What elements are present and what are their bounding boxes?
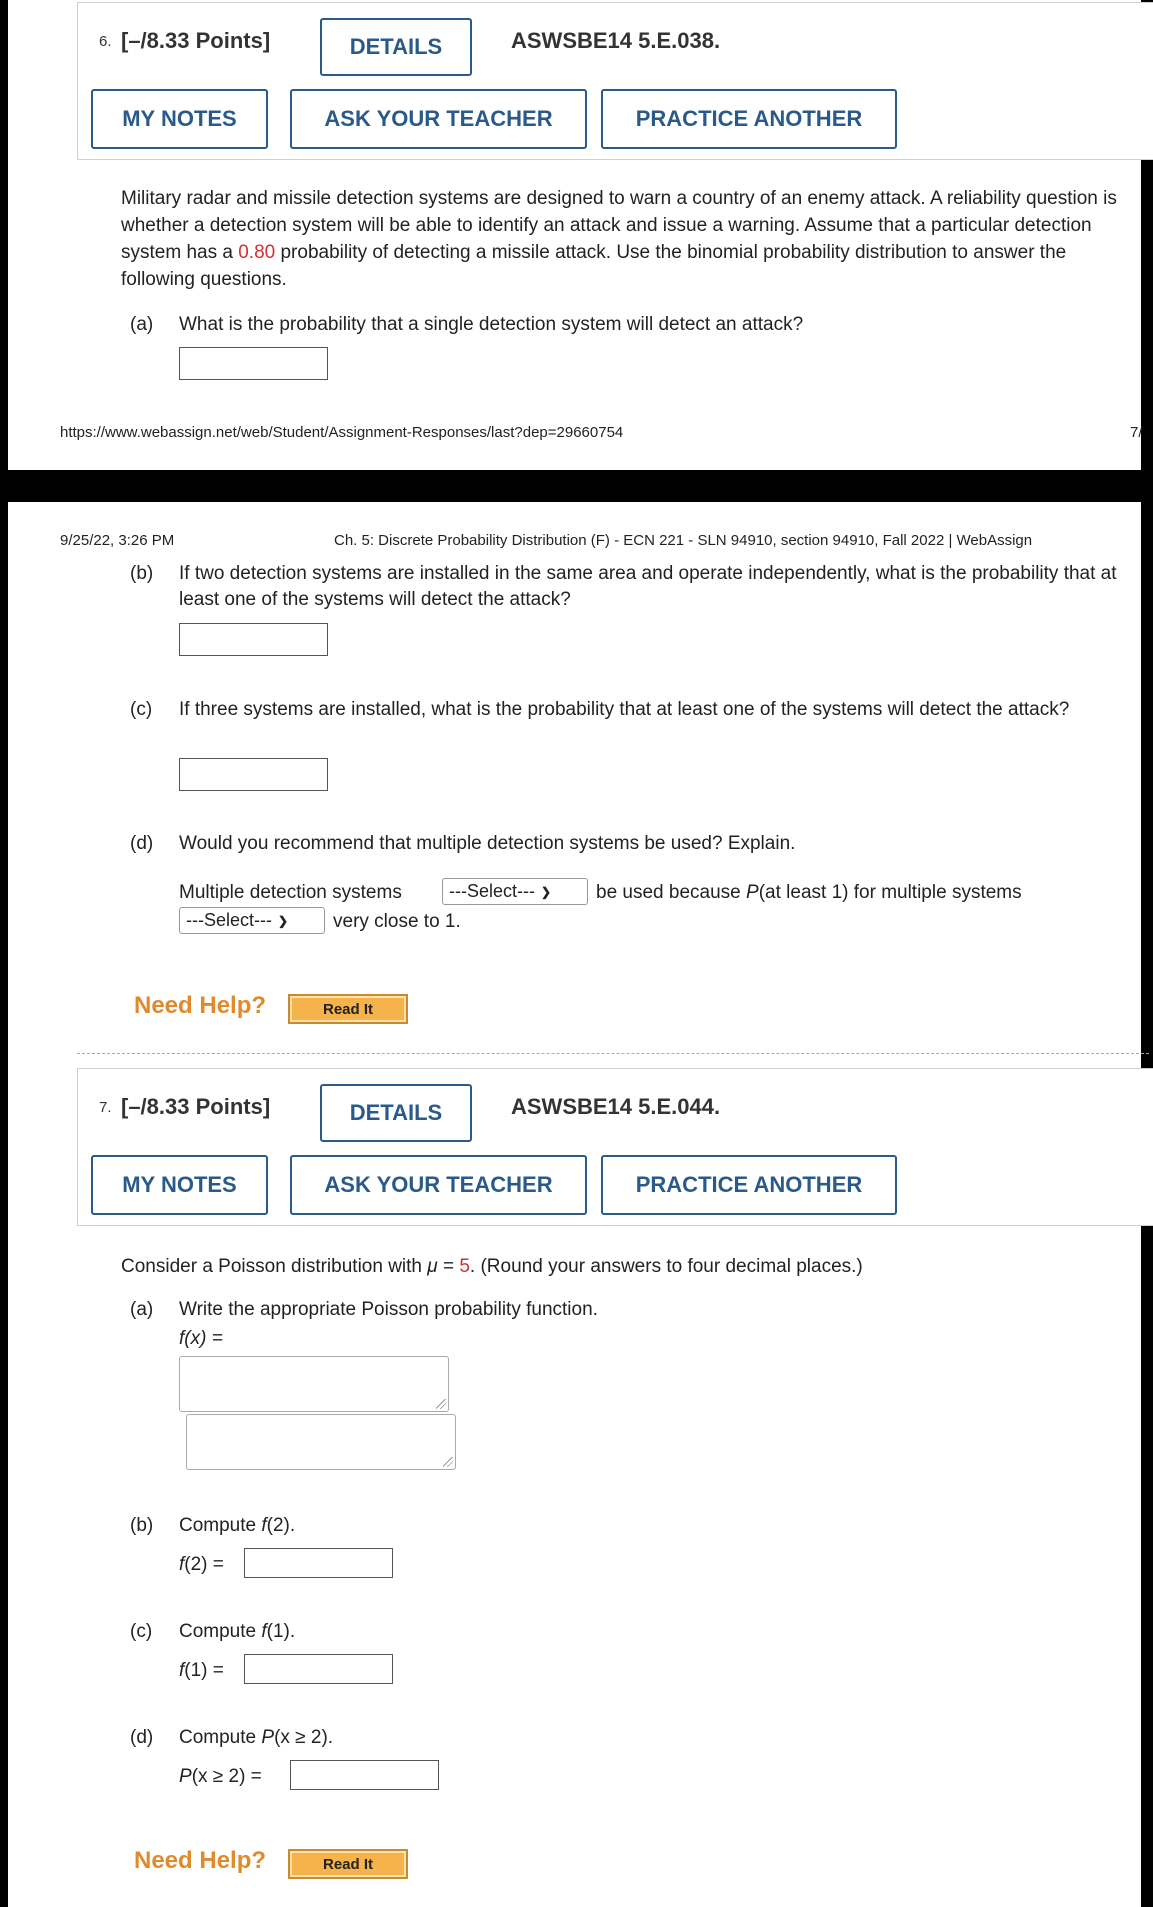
question-code: ASWSBE14 5.E.044.	[511, 1094, 721, 1119]
answer-input-f1[interactable]	[244, 1654, 393, 1684]
practice-another-button[interactable]: PRACTICE ANOTHER	[601, 1155, 897, 1215]
p-x-ge-2-label: P(x ≥ 2) =	[179, 1766, 262, 1787]
f2-label: f(2) =	[179, 1554, 224, 1575]
recommend-select[interactable]: ---Select--- ❯	[442, 878, 588, 905]
question-divider	[77, 1053, 1149, 1054]
question-points: [–/8.33 Points]	[121, 28, 271, 53]
answer-input-c[interactable]	[179, 758, 328, 791]
practice-another-button[interactable]: PRACTICE ANOTHER	[601, 89, 897, 149]
part-c-text: Compute f(1).	[179, 1621, 296, 1642]
ask-your-teacher-button[interactable]: ASK YOUR TEACHER	[290, 89, 587, 149]
part-c-label: (c)	[130, 1621, 153, 1642]
part-a-label: (a)	[130, 314, 154, 335]
part-c-text: If three systems are installed, what is the probability that at least one of the systems will detect the attack?	[179, 699, 1070, 720]
part-d-sentence-end: very close to 1.	[333, 911, 461, 932]
question-code: ASWSBE14 5.E.038.	[511, 28, 721, 53]
part-d-sentence-start: Multiple detection systems	[179, 882, 402, 903]
chevron-down-icon: ❯	[278, 913, 289, 928]
part-b-label: (b)	[130, 563, 154, 584]
part-d-text: Would you recommend that multiple detection systems be used? Explain.	[179, 833, 796, 854]
resize-handle-icon[interactable]	[443, 1457, 453, 1467]
question-7-intro: Consider a Poisson distribution with μ = 5. (Round your answers to four decimal places.)	[121, 1256, 863, 1277]
highlight-probability: 0.80	[238, 242, 276, 263]
read-it-button[interactable]: Read It	[288, 994, 408, 1024]
part-a-label: (a)	[130, 1299, 154, 1320]
formula-input-1[interactable]	[179, 1356, 449, 1412]
part-a-text: What is the probability that a single detection system will detect an attack?	[179, 314, 804, 335]
print-title: Ch. 5: Discrete Probability Distribution (F) - ECN 221 - SLN 94910, section 94910, Fall 2022 | WebAssign	[334, 532, 1033, 549]
answer-input-b[interactable]	[179, 623, 328, 656]
part-b-label: (b)	[130, 1515, 154, 1536]
chevron-down-icon: ❯	[541, 884, 552, 899]
part-a-text: Write the appropriate Poisson probability function.	[179, 1299, 598, 1320]
part-d-label: (d)	[130, 1727, 154, 1748]
read-it-button[interactable]: Read It	[288, 1849, 408, 1879]
part-c-label: (c)	[130, 699, 153, 720]
question-6-header	[77, 2, 1153, 160]
need-help-label: Need Help?	[134, 1847, 267, 1874]
question-number: 7.	[99, 1099, 112, 1116]
fx-label: f(x) =	[179, 1328, 223, 1349]
part-b-text: If two detection systems are installed in the same area and operate independently, what is the probability that at least one of the systems will detect the attack?	[179, 563, 1117, 610]
formula-input-2[interactable]	[186, 1414, 456, 1470]
part-d-label: (d)	[130, 833, 154, 854]
highlight-mean: 5	[459, 1256, 470, 1277]
probability-select[interactable]: ---Select--- ❯	[179, 907, 325, 934]
print-url: https://www.webassign.net/web/Student/Assignment-Responses/last?dep=29660754	[60, 424, 624, 441]
question-points: [–/8.33 Points]	[121, 1094, 271, 1119]
answer-input-f2[interactable]	[244, 1548, 393, 1578]
my-notes-button[interactable]: MY NOTES	[91, 89, 268, 149]
part-b-text: Compute f(2).	[179, 1515, 296, 1536]
details-button[interactable]: DETAILS	[320, 18, 472, 76]
f1-label: f(1) =	[179, 1660, 224, 1681]
resize-handle-icon[interactable]	[436, 1399, 446, 1409]
part-d-text: Compute P(x ≥ 2).	[179, 1727, 334, 1748]
print-page-2	[8, 502, 1141, 1907]
answer-input-a[interactable]	[179, 347, 328, 380]
details-button[interactable]: DETAILS	[320, 1084, 472, 1142]
my-notes-button[interactable]: MY NOTES	[91, 1155, 268, 1215]
mu-symbol: μ	[427, 1256, 438, 1277]
need-help-label: Need Help?	[134, 992, 267, 1019]
ask-your-teacher-button[interactable]: ASK YOUR TEACHER	[290, 1155, 587, 1215]
question-6-intro: Military radar and missile detection systems are designed to warn a country of an enemy attack. A reliability question is whether a detection system will be able to identify an attack and issue a warning. Assume that a particular detection system has a 0.80 probability of detecting a missile attack. Use the binomial probability distribution to answer the following questions.	[121, 188, 1117, 290]
print-datetime: 9/25/22, 3:26 PM	[60, 532, 175, 549]
answer-input-p[interactable]	[290, 1760, 439, 1790]
question-7-header	[77, 1068, 1153, 1226]
print-page-number: 7/	[1130, 424, 1143, 441]
print-page-1	[8, 0, 1141, 470]
part-d-sentence-middle: be used because P(at least 1) for multiple systems	[596, 882, 1022, 903]
question-number: 6.	[99, 33, 112, 50]
